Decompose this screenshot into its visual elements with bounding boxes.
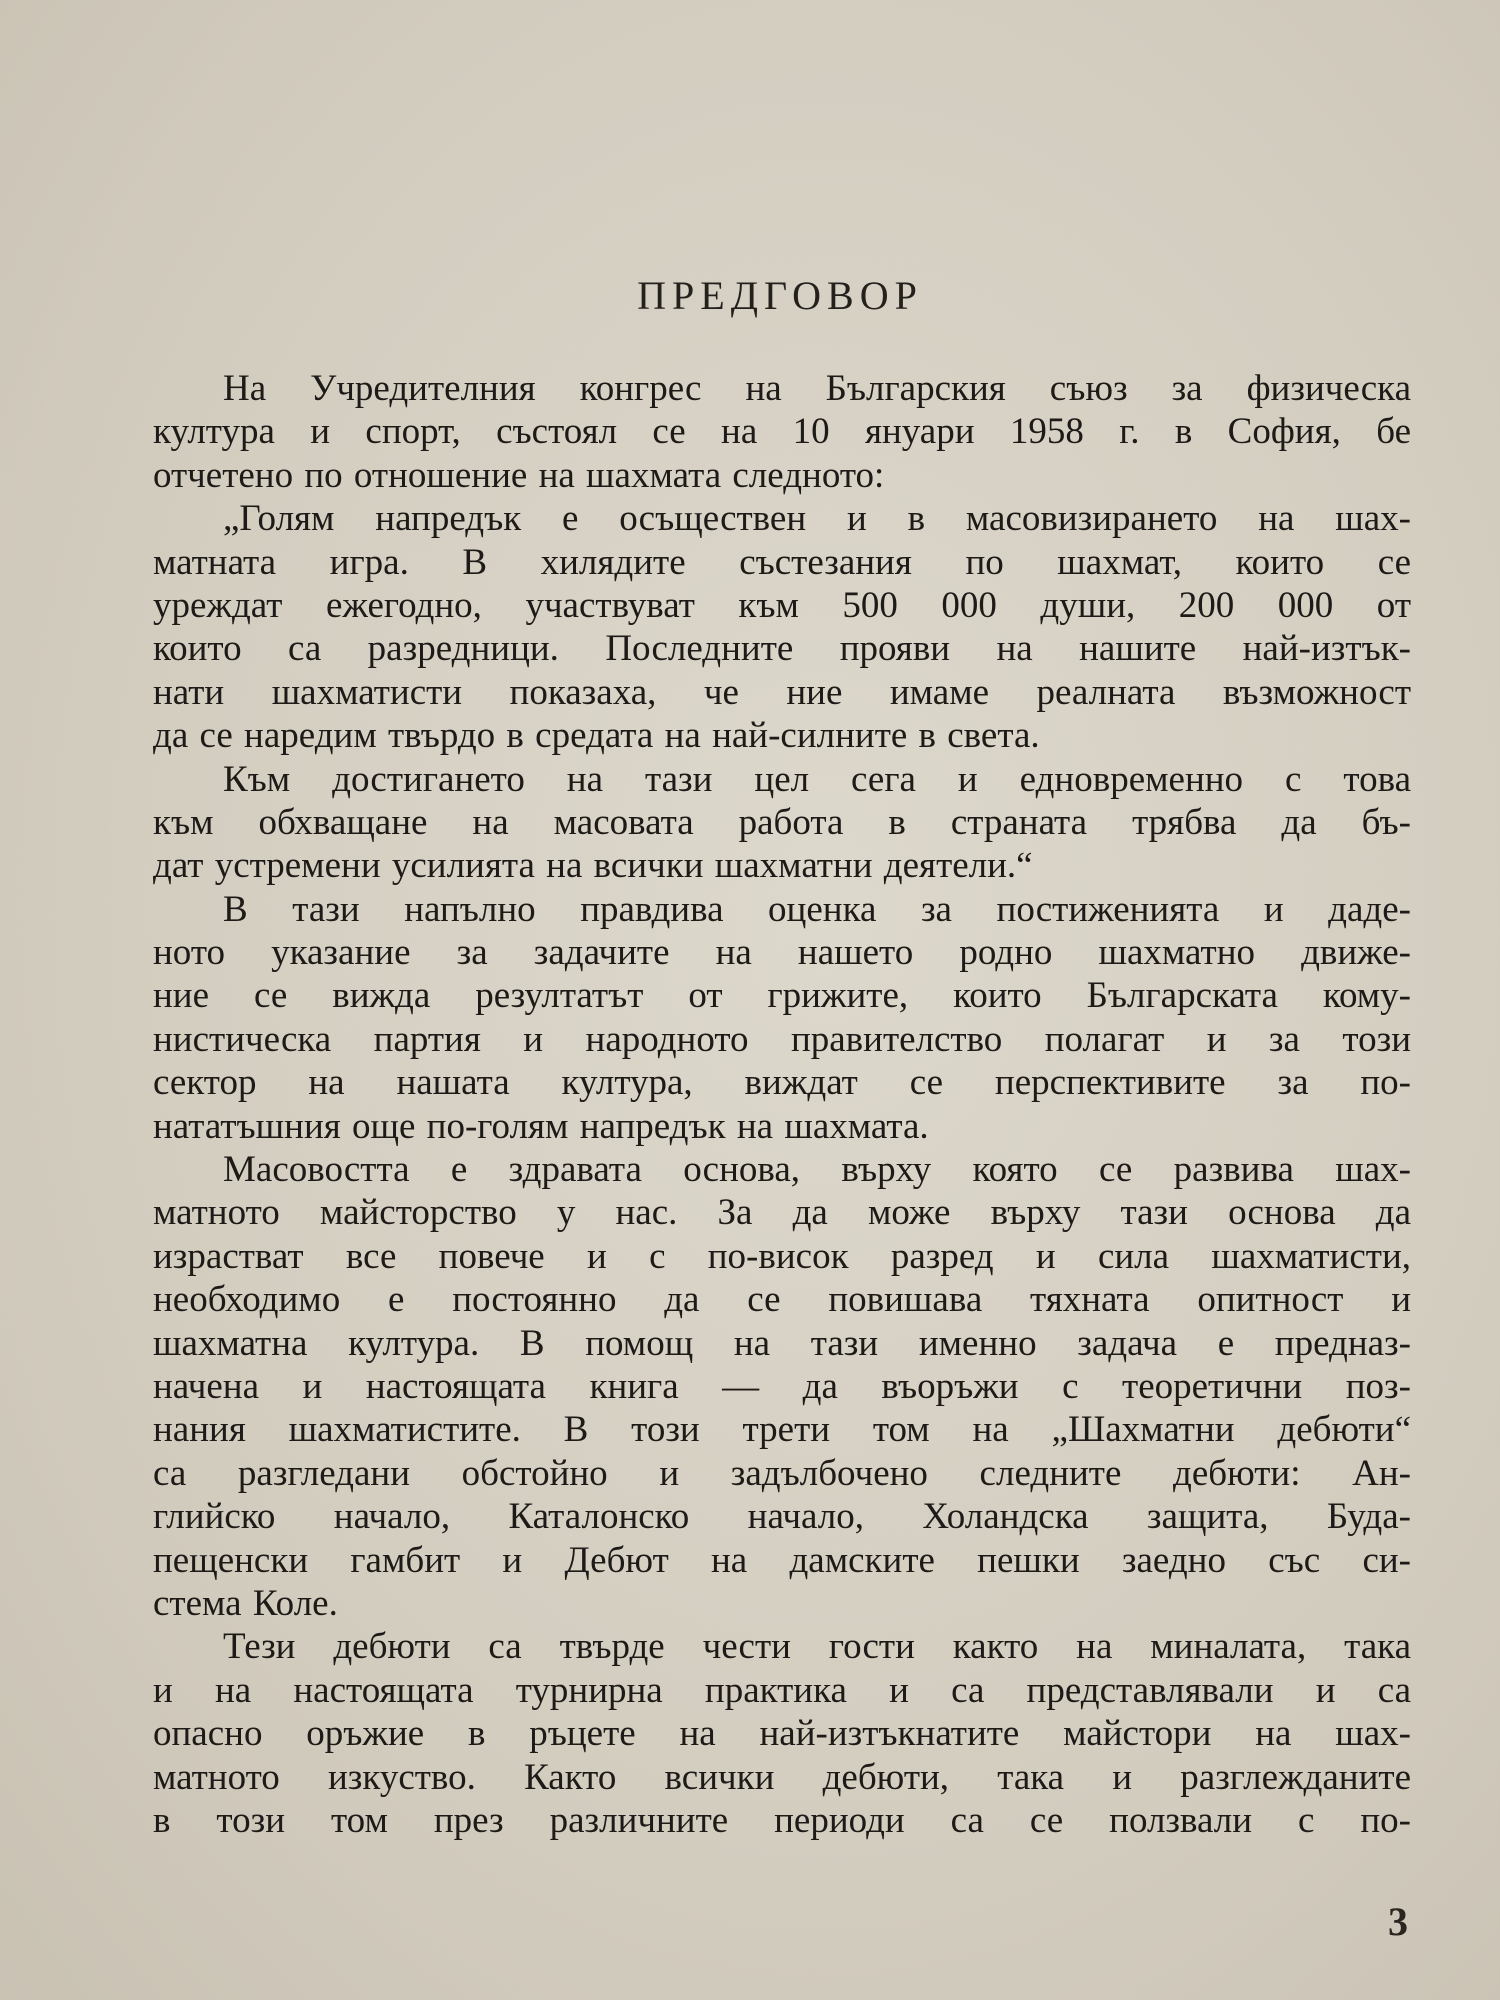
paragraph-5-line: начена и настоящата книга — да въоръжи с теоретични поз-: [153, 1365, 1411, 1407]
paragraph-1-line: На Учредителния конгрес на Българския съюз за физическа: [223, 368, 1411, 409]
paragraph-5-line: израстват все повече и с по-висок разред и сила шахматисти,: [153, 1235, 1411, 1277]
paragraph-1-line: отчетено по отношение на шахмата следното:: [153, 454, 885, 496]
page-title: ПРЕДГОВОР: [637, 273, 923, 318]
paragraph-5-line: глийско начало, Каталонско начало, Холандска защита, Буда-: [153, 1496, 1411, 1538]
paragraph-4-line: ние се вижда резултатът от грижите, които Българската кому-: [153, 975, 1411, 1017]
paragraph-4-line: нататъшния още по-голям напредък на шахмата.: [153, 1105, 929, 1147]
paragraph-5-line: са разгледани обстойно и задълбочено следните дебюти: Ан-: [153, 1452, 1411, 1494]
paragraph-2-line: „Голям напредък е осъществен и в масовизирането на шах-: [223, 498, 1411, 540]
paragraph-6-line: и на настоящата турнирна практика и са представлявали и са: [153, 1669, 1411, 1711]
paragraph-5-line: матното майсторство у нас. За да може върху тази основа да: [153, 1192, 1411, 1234]
paragraph-5-line: шахматна култура. В помощ на тази именно задача е предназ-: [153, 1322, 1411, 1364]
paragraph-2-line: нати шахматисти показаха, че ние имаме реалната възможност: [153, 671, 1411, 713]
paragraph-2-line: които са разредници. Последните прояви на нашите най-изтък-: [153, 628, 1411, 670]
paragraph-3-line: към обхващане на масовата работа в страната трябва да бъ-: [153, 801, 1411, 843]
paragraph-4-line: нистическа партия и народното правителство полагат и за този: [153, 1018, 1411, 1060]
paragraph-2-line: уреждат ежегодно, участвуват към 500 000 души, 200 000 от: [153, 584, 1411, 626]
paragraph-3-line: дат устремени усилията на всички шахматни деятели.“: [153, 845, 1033, 887]
paragraph-4-line: сектор на нашата култура, виждат се перспективите за по-: [153, 1062, 1411, 1104]
body-text: [153, 367, 1411, 1842]
paragraph-5-line: стема Коле.: [153, 1582, 338, 1624]
paragraph-3-line: Към достигането на тази цел сега и едновременно с това: [223, 758, 1411, 800]
paragraph-1-line: култура и спорт, състоял се на 10 януари 1958 г. в София, бе: [153, 411, 1411, 453]
paragraph-5-line: Масовостта е здравата основа, върху която се развива шах-: [223, 1149, 1411, 1191]
paragraph-4-line: В тази напълно правдива оценка за постиженията и даде-: [223, 888, 1411, 930]
paragraph-5-line: нания шахматистите. В този трети том на „Шахматни дебюти“: [153, 1409, 1411, 1451]
paragraph-2-line: матната игра. В хилядите състезания по шахмат, които се: [153, 541, 1411, 583]
paragraph-6-line: матното изкуство. Както всички дебюти, така и разглежданите: [153, 1756, 1411, 1798]
paragraph-6-line: в този том през различните периоди са се ползвали с по-: [153, 1799, 1411, 1841]
paragraph-6-line: Тези дебюти са твърде чести гости както на миналата, така: [223, 1626, 1411, 1668]
paragraph-6-line: опасно оръжие в ръцете на най-изтъкнатите майстори на шах-: [153, 1713, 1411, 1755]
paragraph-2-line: да се наредим твърдо в средата на най-силните в света.: [153, 715, 1040, 757]
paragraph-4-line: ното указание за задачите на нашето родно шахматно движе-: [153, 932, 1411, 974]
paragraph-5-line: необходимо е постоянно да се повишава тяхната опитност и: [153, 1279, 1411, 1321]
paragraph-5-line: пещенски гамбит и Дебют на дамските пешки заедно със си-: [153, 1539, 1411, 1581]
page-number: 3: [1388, 1899, 1408, 1944]
